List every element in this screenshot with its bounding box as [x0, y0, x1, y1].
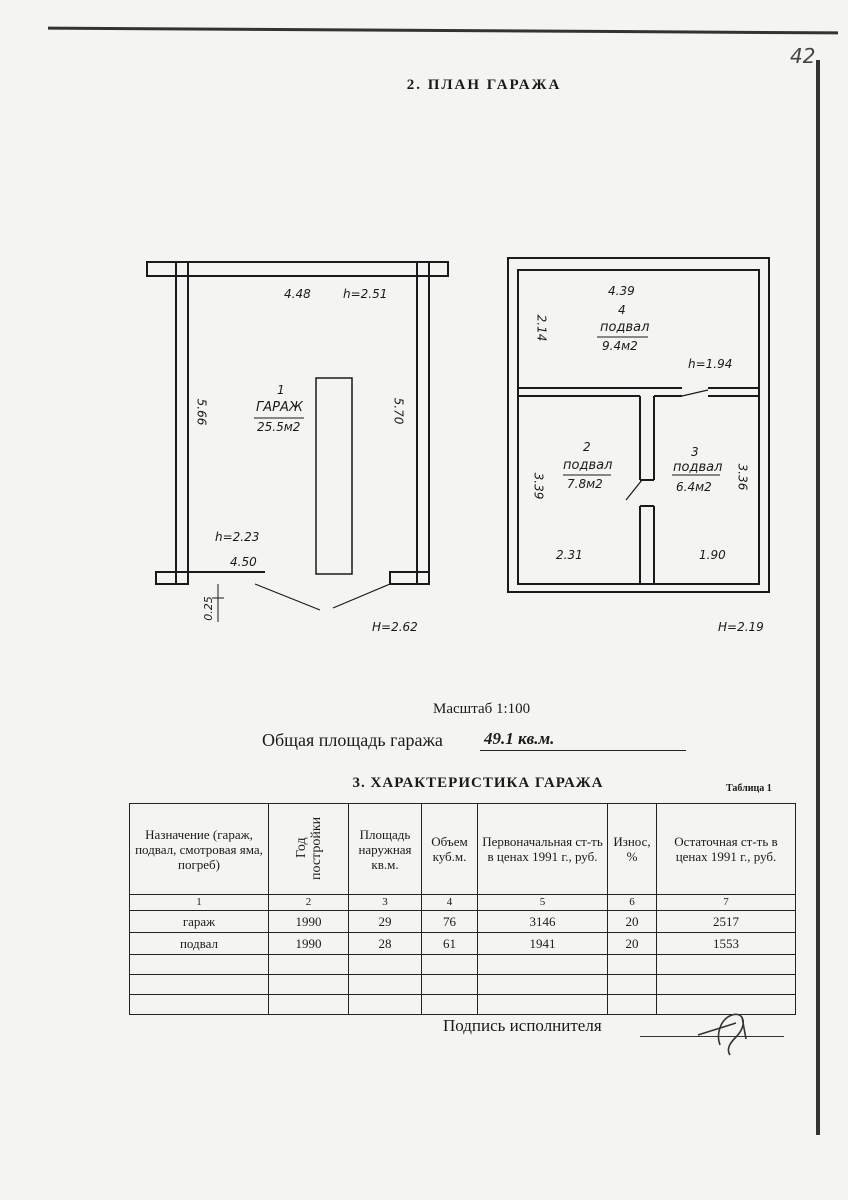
room2-width: 2.31: [556, 548, 583, 562]
table-cell: 1990: [269, 933, 349, 955]
garage-height-inside: h=2.51: [343, 287, 388, 301]
table-cell: 20: [608, 911, 657, 933]
garage-dim-right: 5.70: [391, 397, 406, 425]
garage-dim-left: 5.66: [194, 398, 209, 426]
characteristics-title: 3. ХАРАКТЕРИСТИКА ГАРАЖА: [352, 775, 604, 791]
basement-walls: [508, 258, 769, 592]
room3-side: 3.36: [735, 463, 750, 491]
table-cell: [422, 975, 478, 995]
table-cell: подвал: [130, 933, 269, 955]
garage-height-low: h=2.23: [215, 530, 260, 544]
table-cell: 1553: [657, 933, 796, 955]
table-cell: [608, 955, 657, 975]
signature-label: Подпись исполнителя: [443, 1016, 602, 1035]
header-wear: Износ, %: [608, 804, 657, 895]
garage-door-right: [333, 584, 390, 608]
header-volume: Объем куб.м.: [422, 804, 478, 895]
table-cell: [130, 975, 269, 995]
table-cell: 28: [349, 933, 422, 955]
table-cell: 29: [349, 911, 422, 933]
header-purpose: Назначение (гараж, подвал, смотровая яма, погреб): [130, 804, 269, 895]
header-initial-cost: Первоначальная ст-ть в ценах 1991 г., руб.: [478, 804, 608, 895]
table-cell: [657, 955, 796, 975]
header-area: Площадь наружная кв.м.: [349, 804, 422, 895]
table-cell: 1990: [269, 911, 349, 933]
room3-area: 6.4м2: [676, 480, 712, 494]
table-cell: [478, 975, 608, 995]
header-year-text: Год постройки: [293, 815, 324, 880]
room4-side: 2.14: [534, 314, 549, 342]
table-cell: [349, 955, 422, 975]
number-cell: 4: [422, 895, 478, 911]
table-cell: 2517: [657, 911, 796, 933]
room3-width: 1.90: [699, 548, 726, 562]
total-area-value: 49.1 кв.м.: [480, 729, 686, 751]
garage-room-name: ГАРАЖ: [256, 400, 303, 415]
table-cell: [269, 955, 349, 975]
room2-side: 3.39: [531, 472, 546, 500]
garage-dim-top: 4.48: [284, 287, 311, 301]
handwritten-signature: [690, 1005, 760, 1057]
table-row: [130, 933, 796, 955]
table-cell: [608, 995, 657, 1015]
garage-room-area: 25.5м2: [257, 420, 301, 434]
room3-number: 3: [691, 445, 699, 459]
table-cell: [269, 975, 349, 995]
garage-outer-height: H=2.62: [372, 620, 418, 634]
table-cell: [269, 995, 349, 1015]
table-row: [130, 911, 796, 933]
garage-door-left: [255, 584, 320, 610]
number-cell: 7: [657, 895, 796, 911]
room2-area: 7.8м2: [567, 477, 603, 491]
room4-number: 4: [618, 303, 626, 317]
table-cell: 61: [422, 933, 478, 955]
table-cell: 76: [422, 911, 478, 933]
garage-room-number: 1: [277, 383, 285, 397]
table-cell: 3146: [478, 911, 608, 933]
garage-wall-thickness: 0.25: [201, 596, 215, 621]
total-area-label: Общая площадь гаража: [262, 730, 443, 750]
number-cell: 3: [349, 895, 422, 911]
header-year: [269, 804, 349, 895]
room4-width: 4.39: [608, 284, 635, 298]
table-cell: [349, 975, 422, 995]
number-cell: 2: [269, 895, 349, 911]
page-number: 42: [790, 44, 816, 68]
table-cell: [608, 975, 657, 995]
room4-name: подвал: [600, 320, 650, 335]
basement-outer-height: H=2.19: [718, 620, 764, 634]
table-label: Таблица 1: [726, 783, 772, 794]
table-cell: [422, 995, 478, 1015]
table-cell: [422, 955, 478, 975]
number-cell: 5: [478, 895, 608, 911]
basement-height-inside: h=1.94: [688, 357, 733, 371]
table-cell: [478, 995, 608, 1015]
table-cell: [130, 955, 269, 975]
table-cell: 1941: [478, 933, 608, 955]
number-cell: 1: [130, 895, 269, 911]
table-row-empty: [130, 975, 796, 995]
table-cell: [657, 975, 796, 995]
inspection-pit: [316, 378, 352, 574]
table-cell: [349, 995, 422, 1015]
table-cell: гараж: [130, 911, 269, 933]
table-cell: 20: [608, 933, 657, 955]
room3-name: подвал: [673, 460, 723, 475]
header-residual-cost: Остаточная ст-ть в ценах 1991 г., руб.: [657, 804, 796, 895]
characteristics-table: [129, 803, 796, 1015]
garage-dim-bottom: 4.50: [230, 555, 257, 569]
number-cell: 6: [608, 895, 657, 911]
table-cell: [478, 955, 608, 975]
room2-name: подвал: [563, 458, 613, 473]
table-number-row: [130, 895, 796, 911]
table-header-row: [130, 804, 796, 895]
table-row-empty: [130, 955, 796, 975]
table-cell: [130, 995, 269, 1015]
room2-number: 2: [583, 440, 591, 454]
scale-text: Масштаб 1:100: [433, 701, 531, 717]
room4-area: 9.4м2: [602, 339, 638, 353]
plan-title: 2. ПЛАН ГАРАЖА: [406, 77, 562, 93]
